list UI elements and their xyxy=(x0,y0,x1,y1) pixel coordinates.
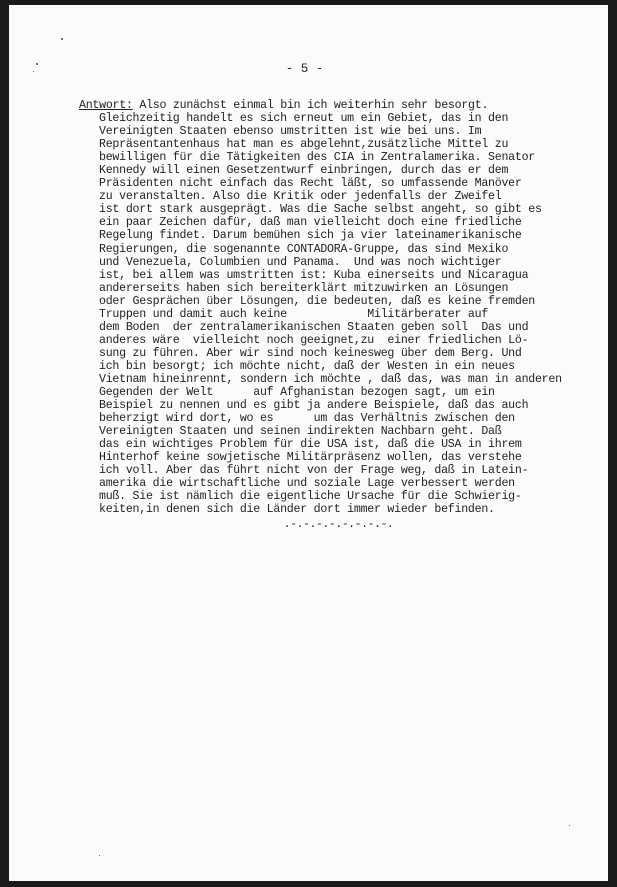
page-number: - 5 - xyxy=(285,62,324,76)
text-line: Kennedy will einen Gesetzentwurf einbringen, durch das er dem xyxy=(99,164,509,178)
text-line: ich voll. Aber das führt nicht von der Frage weg, daß in Latein- xyxy=(99,464,529,478)
text-line: amerika die wirtschaftliche und soziale Lage verbessert werden xyxy=(99,477,515,491)
text-line: bewilligen für die Tätigkeiten des CIA in Zentralamerika. Senator xyxy=(99,151,535,165)
text-line: Truppen und damit auch keine Militärberater auf xyxy=(99,307,489,321)
answer-paragraph xyxy=(79,99,599,517)
text-line: ich bin besorgt; ich möchte nicht, daß der Westen in ein neues xyxy=(99,359,515,373)
section-separator: .-.-.-.-.-.-.-.-. xyxy=(283,518,394,531)
text-line: Vereinigten Staaten ebenso umstritten ist wie bei uns. Im xyxy=(99,125,482,139)
text-line: Vereinigten Staaten und seinen indirekten Nachbarn geht. Daß xyxy=(99,425,502,439)
text-line: Vietnam hineinrennt, sondern ich möchte , daß das, was man in anderen xyxy=(99,372,562,386)
text-line: sung zu führen. Aber wir sind noch keinesweg über dem Berg. Und xyxy=(99,346,522,360)
text-line: dem Boden der zentralamerikanischen Staaten geben soll Das und xyxy=(99,320,529,334)
text-line: zu veranstalten. Also die Kritik oder jedenfalls der Zweifel xyxy=(99,190,502,204)
text-line: beherzigt wird dort, wo es um das Verhältnis zwischen den xyxy=(99,412,515,426)
text-line: das ein wichtiges Problem für die USA ist, daß die USA in ihrem xyxy=(99,438,522,452)
text-line: Regelung findet. Darum bemühen sich ja vier lateinamerikanische xyxy=(99,229,522,243)
scan-speck xyxy=(61,38,63,40)
answer-label: Antwort: xyxy=(79,99,133,112)
text-line: Regierungen, die sogenannte CONTADORA-Gruppe, das sind Mexiko xyxy=(99,242,509,256)
text-line: Präsidenten nicht einfach das Recht läßt, so umfassende Manöver xyxy=(99,177,522,191)
document-page xyxy=(9,5,608,881)
text-line: Gegenden der Welt auf Afghanistan bezogen sagt, um ein xyxy=(99,386,495,400)
text-line: muß. Sie ist nämlich die eigentliche Ursache für die Schwierig- xyxy=(99,490,522,504)
text-line: andererseits haben sich bereiterklärt mitzuwirken an Lösungen xyxy=(99,281,509,295)
scan-speck xyxy=(33,71,34,72)
text-line: oder Gesprächen über Lösungen, die bedeuten, daß es keine fremden xyxy=(99,294,535,308)
text-line: Beispiel zu nennen und es gibt ja andere Beispiele, daß das auch xyxy=(99,399,529,413)
text-line-first xyxy=(79,99,599,112)
text-line: Repräsentantenhaus hat man es abgelehnt,zusätzliche Mittel zu xyxy=(99,138,509,152)
text-line: ist dort stark ausgeprägt. Was die Sache selbst angeht, so gibt es xyxy=(99,203,542,217)
text-line: Gleichzeitig handelt es sich erneut um ein Gebiet, das in den xyxy=(99,112,509,126)
text-line: anderes wäre vielleicht noch geeignet,zu einer friedlichen Lö- xyxy=(99,333,529,347)
text-line: Also zunächst einmal bin ich weiterhin sehr besorgt. xyxy=(132,99,489,112)
text-line: Hinterhof keine sowjetische Militärpräsenz wollen, das verstehe xyxy=(99,451,522,465)
text-line: und Venezuela, Columbien und Panama. Und was noch wichtiger xyxy=(99,255,502,269)
text-line: ein paar Zeichen dafür, daß man vielleicht doch eine friedliche xyxy=(99,216,522,230)
scan-speck xyxy=(36,63,38,65)
text-line: keiten,in denen sich die Länder dort immer wieder befinden. xyxy=(99,503,495,517)
text-line: ist, bei allem was umstritten ist: Kuba einerseits und Nicaragua xyxy=(99,268,529,282)
scan-speck xyxy=(99,855,100,856)
scan-speck xyxy=(569,825,570,826)
